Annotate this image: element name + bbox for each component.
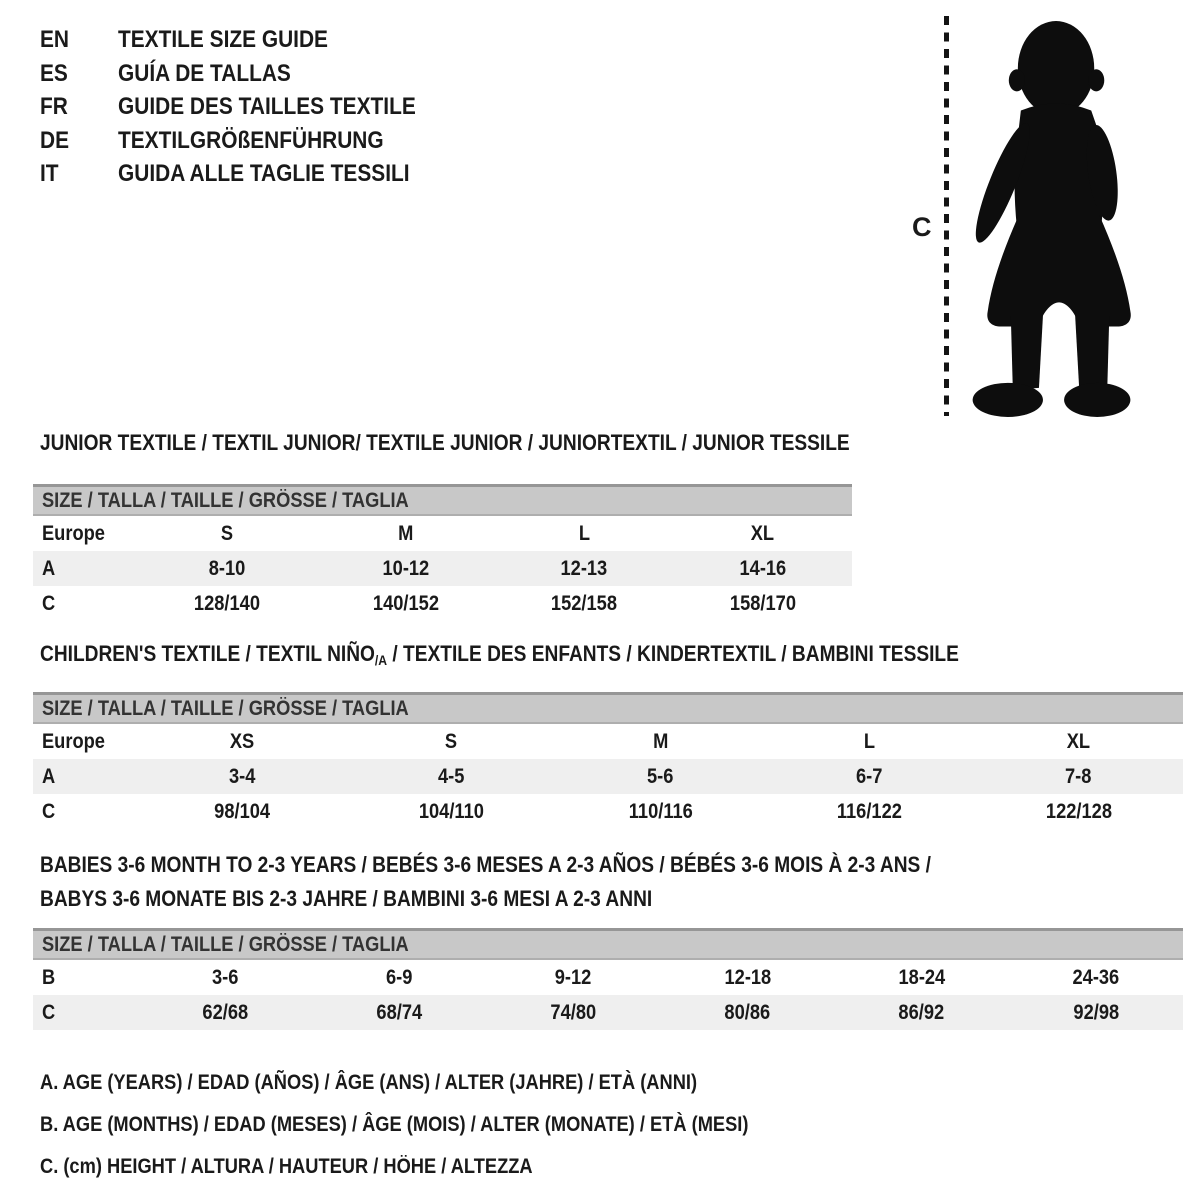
row-label: A [42, 764, 56, 788]
junior-section-heading: JUNIOR TEXTILE / TEXTIL JUNIOR/ TEXTILE JUNIOR / JUNIORTEXTIL / JUNIOR TESSILE [40, 430, 850, 455]
language-title: TEXTILGRÖßENFÜHRUNG [118, 126, 384, 154]
age-value: 10-12 [382, 556, 430, 580]
language-title: GUIDE DES TAILLES TEXTILE [118, 93, 416, 120]
table-row [33, 724, 1183, 759]
legend-line-a: A. AGE (YEARS) / EDAD (AÑOS) / ÂGE (ANS) / ALTER (JAHRE) / ETÀ (ANNI) [40, 1071, 698, 1094]
row-label: A [42, 556, 56, 580]
age-value: 5-6 [647, 764, 674, 788]
table-row [33, 551, 852, 586]
height-value: 140/152 [372, 591, 439, 615]
size-value: L [863, 729, 876, 753]
height-value: 116/122 [836, 799, 903, 823]
size-value: L [578, 521, 590, 545]
height-value: 152/158 [551, 591, 618, 615]
language-list [40, 26, 460, 194]
babies-section-heading: BABIES 3-6 MONTH TO 2-3 YEARS / BEBÉS 3-6 MESES A 2-3 AÑOS / BÉBÉS 3-6 MOIS À 2-3 ANS / BABYS 3-6 MONATE BIS 2-3 JAHRE / BAMBINI 3-6 MESI A 2-3 ANNI [40, 852, 931, 911]
size-value: S [221, 521, 234, 545]
age-value: 6-7 [856, 764, 883, 788]
height-value: 68/74 [376, 1000, 423, 1024]
language-code: IT [40, 160, 59, 187]
row-label: C [42, 591, 56, 615]
age-value: 18-24 [898, 965, 946, 989]
age-value: 3-4 [229, 764, 256, 788]
row-label: C [42, 1000, 56, 1024]
language-row-it [40, 160, 460, 194]
table-row [33, 960, 1183, 995]
language-row-fr [40, 93, 460, 127]
height-value: 158/170 [729, 591, 796, 615]
age-value: 9-12 [555, 965, 592, 989]
row-label: C [42, 799, 56, 823]
age-value: 6-9 [386, 965, 413, 989]
age-value: 14-16 [739, 556, 787, 580]
table-row [33, 995, 1183, 1030]
age-value: 12-18 [724, 965, 771, 989]
legend-line-b: B. AGE (MONTHS) / EDAD (MESES) / ÂGE (MOIS) / ALTER (MONATE) / ETÀ (MESI) [40, 1113, 749, 1136]
language-code: EN [40, 26, 70, 53]
height-value: 128/140 [194, 591, 261, 615]
size-value: XL [1066, 729, 1091, 753]
size-header-bar: SIZE / TALLA / TAILLE / GRÖSSE / TAGLIA [33, 484, 852, 516]
age-value: 8-10 [208, 556, 246, 580]
row-label: B [42, 965, 56, 989]
junior-size-table [33, 484, 852, 621]
size-value: M [652, 729, 669, 753]
size-value: M [398, 521, 414, 545]
legend [40, 1062, 854, 1188]
size-header-bar: SIZE / TALLA / TAILLE / GRÖSSE / TAGLIA [33, 928, 1183, 960]
children-section-heading: CHILDREN'S TEXTILE / TEXTIL $NIÑO_{/A}$ / TEXTILE DES ENFANTS / KINDERTEXTIL / BAMBINI TESSILE [40, 641, 959, 668]
height-value: 74/80 [550, 1000, 597, 1024]
table-row [33, 794, 1183, 829]
row-label: Europe [42, 521, 105, 545]
children-size-table [33, 692, 1183, 829]
size-value: S [445, 729, 458, 753]
language-title: GUÍA DE TALLAS [118, 59, 291, 87]
height-value: 104/110 [418, 799, 485, 823]
language-title: TEXTILE SIZE GUIDE [118, 26, 328, 53]
height-value: 80/86 [724, 1000, 771, 1024]
height-measure-label: C [912, 212, 932, 242]
height-dashed-line [944, 16, 949, 416]
heading-subscript: /A [374, 652, 388, 668]
height-value: 92/98 [1073, 1000, 1119, 1024]
height-value: 86/92 [898, 1000, 945, 1024]
table-row [33, 516, 852, 551]
age-value: 12-13 [560, 556, 608, 580]
height-value: 122/128 [1045, 799, 1112, 823]
age-value: 7-8 [1065, 764, 1092, 788]
table-row [33, 759, 1183, 794]
language-title: GUIDA ALLE TAGLIE TESSILI [118, 160, 410, 187]
language-code: DE [40, 126, 70, 154]
language-code: FR [40, 93, 68, 120]
language-row-en [40, 26, 460, 60]
language-row-de [40, 127, 460, 161]
size-value: XS [230, 729, 255, 753]
table-row [33, 586, 852, 621]
age-value: 3-6 [211, 965, 239, 989]
size-header-bar: SIZE / TALLA / TAILLE / GRÖSSE / TAGLIA [33, 692, 1183, 724]
height-value: 62/68 [202, 1000, 248, 1024]
row-label: Europe [42, 729, 105, 753]
language-row-es [40, 60, 460, 94]
babies-size-table [33, 928, 1183, 1030]
height-value: 98/104 [214, 799, 271, 823]
toddler-silhouette-image [958, 14, 1140, 420]
height-value: 110/116 [628, 799, 693, 823]
age-value: 4-5 [438, 764, 465, 788]
legend-line-c: C. (cm) HEIGHT / ALTURA / HAUTEUR / HÖHE / ALTEZZA [40, 1155, 533, 1178]
size-value: XL [751, 521, 775, 545]
age-value: 24-36 [1072, 965, 1120, 989]
language-code: ES [40, 59, 68, 87]
